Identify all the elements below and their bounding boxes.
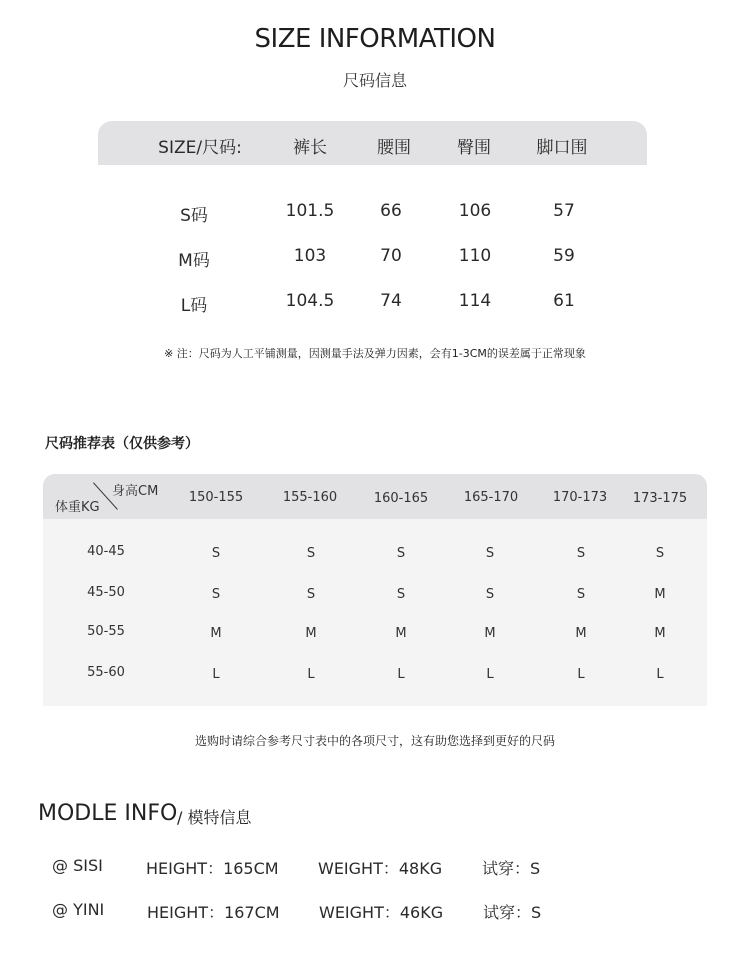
height-col-header: 160-165 bbox=[373, 491, 429, 506]
size-cell: 61 bbox=[553, 291, 575, 311]
corner-height-label: 身高CM bbox=[112, 484, 159, 499]
size-header-size: SIZE/尺码: bbox=[158, 138, 242, 158]
recommend-cell: L bbox=[397, 667, 405, 682]
recommend-title: 尺码推荐表（仅供参考） bbox=[45, 436, 199, 452]
recommend-cell: M bbox=[395, 626, 407, 641]
recommend-cell: S bbox=[396, 587, 406, 602]
model-info-subtitle: / 模特信息 bbox=[177, 808, 252, 827]
recommend-cell: S bbox=[576, 587, 586, 602]
size-cell: 70 bbox=[380, 246, 402, 266]
recommend-cell: S bbox=[211, 546, 221, 561]
size-cell: 66 bbox=[380, 201, 402, 221]
recommend-cell: S bbox=[485, 546, 495, 561]
recommend-cell: L bbox=[212, 667, 220, 682]
recommend-note: 选购时请综合参考尺寸表中的各项尺寸，这有助您选择到更好的尺码 bbox=[194, 734, 555, 748]
height-col-header: 150-155 bbox=[188, 490, 244, 505]
recommend-cell: M bbox=[654, 626, 666, 641]
recommend-cell: S bbox=[396, 546, 406, 561]
recommend-cell: M bbox=[210, 626, 222, 641]
size-cell: 104.5 bbox=[285, 291, 335, 311]
recommend-cell: L bbox=[486, 667, 494, 682]
recommend-cell: M bbox=[484, 626, 496, 641]
size-cell: 74 bbox=[380, 291, 402, 311]
recommend-cell: S bbox=[485, 587, 495, 602]
recommend-cell: S bbox=[655, 546, 665, 561]
size-cell: 103 bbox=[293, 246, 327, 266]
weight-row-label: 55-60 bbox=[87, 665, 125, 680]
size-header-waist: 腰围 bbox=[377, 138, 411, 158]
page-subtitle: 尺码信息 bbox=[342, 71, 407, 90]
model-height: HEIGHT：167CM bbox=[147, 903, 280, 922]
recommend-cell: L bbox=[307, 667, 315, 682]
size-cell: 101.5 bbox=[285, 201, 335, 221]
weight-row-label: 50-55 bbox=[87, 624, 125, 639]
size-cell: 114 bbox=[458, 291, 492, 311]
height-col-header: 170-173 bbox=[552, 490, 608, 505]
model-info-title: MODLE INFO bbox=[38, 801, 178, 826]
corner-weight-label: 体重KG bbox=[55, 500, 100, 515]
model-name: @ YINI bbox=[52, 900, 105, 919]
recommend-cell: S bbox=[306, 546, 316, 561]
page-title: SIZE INFORMATION bbox=[254, 24, 496, 54]
size-cell: 57 bbox=[553, 201, 575, 221]
size-header-length: 裤长 bbox=[293, 138, 327, 158]
recommend-cell: S bbox=[576, 546, 586, 561]
size-row-label: M码 bbox=[178, 251, 210, 271]
height-col-header: 155-160 bbox=[282, 490, 338, 505]
model-height: HEIGHT：165CM bbox=[146, 859, 279, 878]
size-cell: 106 bbox=[458, 201, 492, 221]
model-try-size: 试穿：S bbox=[483, 903, 542, 922]
recommend-cell: M bbox=[305, 626, 317, 641]
model-name: @ SISI bbox=[52, 856, 103, 875]
model-weight: WEIGHT：46KG bbox=[319, 903, 444, 922]
recommend-cell: M bbox=[575, 626, 587, 641]
size-note: ※ 注：尺码为人工平铺测量，因测量手法及弹力因素，会有1-3CM的误差属于正常现象 bbox=[164, 347, 586, 360]
size-row-label: L码 bbox=[180, 296, 208, 316]
weight-row-label: 40-45 bbox=[87, 544, 125, 559]
weight-row-label: 45-50 bbox=[87, 585, 125, 600]
size-row-label: S码 bbox=[180, 206, 208, 226]
recommend-cell: L bbox=[656, 667, 664, 682]
model-weight: WEIGHT：48KG bbox=[318, 859, 443, 878]
recommend-cell: S bbox=[306, 587, 316, 602]
height-col-header: 165-170 bbox=[463, 490, 519, 505]
recommend-cell: L bbox=[577, 667, 585, 682]
recommend-cell: S bbox=[211, 587, 221, 602]
height-col-header: 173-175 bbox=[632, 491, 688, 506]
size-header-leg-opening: 脚口围 bbox=[536, 138, 588, 158]
size-header-hip: 臀围 bbox=[457, 138, 491, 158]
recommend-cell: M bbox=[654, 587, 666, 602]
size-cell: 59 bbox=[553, 246, 575, 266]
size-cell: 110 bbox=[458, 246, 492, 266]
model-try-size: 试穿：S bbox=[482, 859, 541, 878]
